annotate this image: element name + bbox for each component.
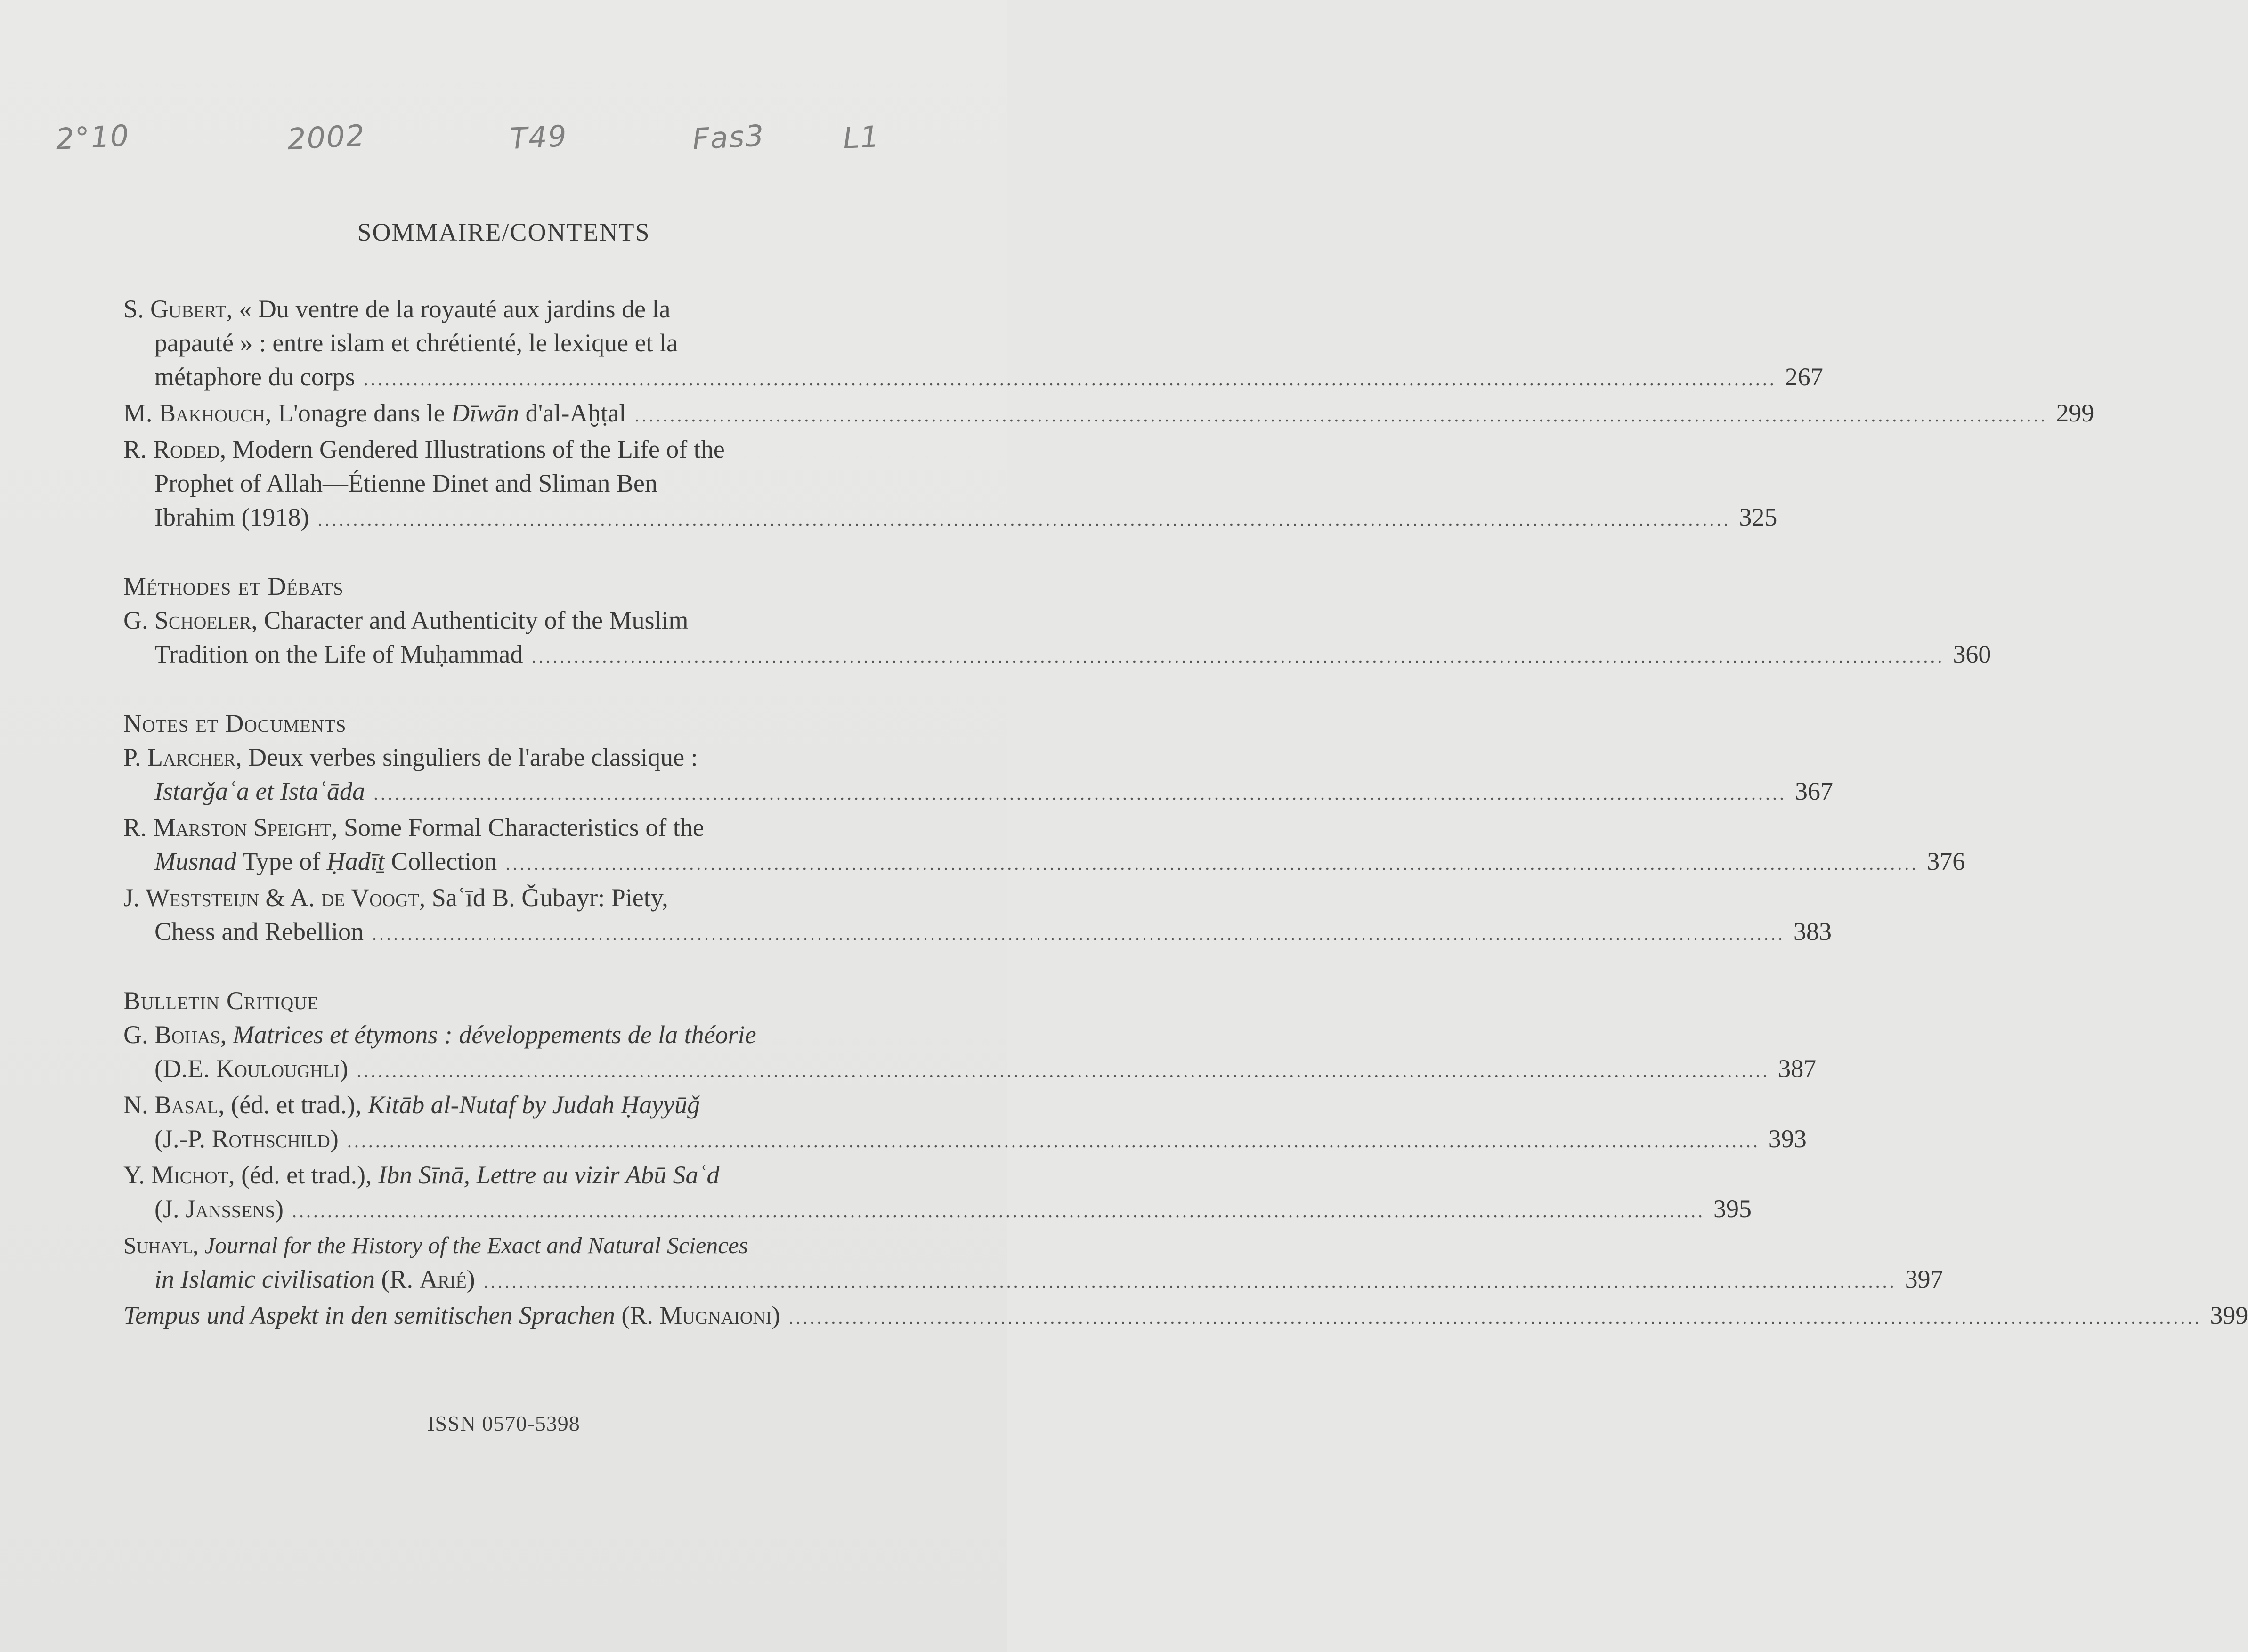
toc-entry-bohas: G. Bohas, Matrices et étymons : développements de la théorie (D.E. Kouloughli) ........................................................................................................................................................................................................ 387 xyxy=(123,1018,943,1088)
reviewer-open: (J. xyxy=(154,1195,179,1223)
reviewer-close: ) xyxy=(330,1125,339,1153)
toc-entry-larcher: P. Larcher, Deux verbes singuliers de l'arabe classique : Istarǧaʿa et Istaʿāda ........................................................................................................................................................................................................ 367 xyxy=(123,740,943,810)
dot-leader: ........................................................................................................................................................................................................ xyxy=(634,405,2048,426)
dot-leader: ........................................................................................................................................................................................................ xyxy=(531,646,1945,667)
entry-title-italic: in Islamic civilisation xyxy=(154,1265,375,1293)
entry-title-italic: Matrices et étymons : développements de la théorie xyxy=(233,1020,756,1049)
toc-entry-roded: R. Roded, Modern Gendered Illustrations of the Life of the Prophet of Allah—Étienne Dinet and Sliman Ben Ibrahim (1918) ........................................................................................................................................................................................................ 325 xyxy=(123,432,943,536)
dot-leader: ........................................................................................................................................................................................................ xyxy=(372,923,1785,944)
entry-author: Suhayl xyxy=(123,1232,193,1258)
entry-title-line: (éd. et trad.), xyxy=(241,1161,372,1189)
dot-leader: ........................................................................................................................................................................................................ xyxy=(347,1130,1760,1151)
entry-title-line: (éd. et trad.), xyxy=(231,1091,362,1119)
entry-author: P. Larcher xyxy=(123,743,236,771)
toc-entry-schoeler: G. Schoeler, Character and Authenticity of the Muslim Tradition on the Life of Muḥammad ........................................................................................................................................................................................................ 360 xyxy=(123,603,943,673)
entry-title-line: Modern Gendered Illustrations of the Life of the xyxy=(232,435,725,463)
entry-title-italic: Kitāb al-Nutaf by Judah Ḥayyūǧ xyxy=(368,1091,700,1119)
entry-title-line: d'al-Aḫṭal xyxy=(525,399,626,427)
reviewer-open: (J.-P. xyxy=(154,1125,206,1153)
reviewer-close: ) xyxy=(771,1301,780,1329)
handwritten-note-2: 2002 xyxy=(286,118,366,157)
handwritten-note-1: 2°10 xyxy=(55,118,131,157)
dot-leader: ........................................................................................................................................................................................................ xyxy=(317,509,1731,530)
section-heading: Notes et Documents xyxy=(123,709,347,737)
page-title: SOMMAIRE/CONTENTS xyxy=(357,218,650,246)
section-heading: Bulletin Critique xyxy=(123,987,319,1015)
entry-author: Y. Michot xyxy=(123,1161,229,1189)
entry-title-line: Chess and Rebellion xyxy=(154,917,364,946)
entry-title-line: Collection xyxy=(391,847,497,875)
entry-title-line: métaphore du corps xyxy=(154,363,355,391)
entry-title-italic: Ḥadīṯ xyxy=(326,847,385,875)
page-number: 325 xyxy=(1739,503,1777,531)
issn: ISSN 0570-5398 xyxy=(427,1411,580,1435)
reviewer-name: Janssens xyxy=(186,1195,275,1223)
page-number: 267 xyxy=(1785,363,1823,391)
toc-entry-speight: R. Marston Speight, Some Formal Characteristics of the Musnad Type of Ḥadīṯ Collection ........................................................................................................................................................................................................ 376 xyxy=(123,810,943,881)
entry-title-line: « Du ventre de la royauté aux jardins de la xyxy=(239,295,671,323)
reviewer-open: (R. xyxy=(381,1265,413,1293)
page-number: 367 xyxy=(1794,777,1833,805)
entry-title-line: Tradition on the Life of Muḥammad xyxy=(154,640,523,668)
entry-title-italic: Ibn Sīnā, Lettre au vizir Abū Saʿd xyxy=(378,1161,720,1189)
dot-leader: ........................................................................................................................................................................................................ xyxy=(363,368,1777,389)
dot-leader: ........................................................................................................................................................................................................ xyxy=(357,1060,1770,1081)
page-number: 393 xyxy=(1768,1125,1807,1153)
dot-leader: ........................................................................................................................................................................................................ xyxy=(505,853,1919,874)
dot-leader: ........................................................................................................................................................................................................ xyxy=(788,1307,2202,1328)
toc-entry-michot: Y. Michot, (éd. et trad.), Ibn Sīnā, Lettre au vizir Abū Saʿd (J. Janssens) ........................................................................................................................................................................................................ 395 xyxy=(123,1158,943,1228)
entry-title-italic: Musnad xyxy=(154,847,236,875)
entry-author: J. Weststeijn & A. de Voogt xyxy=(123,883,419,912)
toc-entry-weststeijn: J. Weststeijn & A. de Voogt, Saʿīd B. Ǧubayr: Piety, Chess and Rebellion ........................................................................................................................................................................................................ 383 xyxy=(123,881,943,951)
entry-title-line: Ibrahim (1918) xyxy=(154,503,309,531)
reviewer-name: Arié xyxy=(419,1265,467,1293)
entry-title-line: Character and Authenticity of the Muslim xyxy=(264,606,689,634)
entry-title-italic: Istarǧaʿa et Istaʿāda xyxy=(154,777,365,805)
page-number: 397 xyxy=(1905,1265,1943,1293)
reviewer-close: ) xyxy=(275,1195,284,1223)
entry-author: G. Bohas xyxy=(123,1020,220,1049)
toc-entry-gubert: S. Gubert, « Du ventre de la royauté aux jardins de la papauté » : entre islam et chrétienté, le lexique et la métaphore du corps ........................................................................................................................................................................................................ 267 xyxy=(123,292,943,396)
entry-title-line: Prophet of Allah—Étienne Dinet and Sliman Ben xyxy=(154,469,657,497)
entry-author: R. Roded xyxy=(123,435,220,463)
handwritten-note-4: Fas3 xyxy=(691,118,766,156)
entry-author: R. Marston Speight xyxy=(123,813,331,842)
reviewer-open: (D.E. xyxy=(154,1054,210,1083)
page-number: 376 xyxy=(1927,847,1965,875)
reviewer-name: Rothschild xyxy=(211,1125,330,1153)
entry-title-italic: Journal for the History of the Exact and Natural Sciences xyxy=(204,1232,748,1258)
toc-entry-tempus xyxy=(123,1298,2248,1335)
entry-title-line: Saʿīd B. Ǧubayr: Piety, xyxy=(431,883,668,912)
dot-leader: ........................................................................................................................................................................................................ xyxy=(292,1200,1705,1222)
reviewer-name: Kouloughli xyxy=(216,1054,340,1083)
entry-title-line: papauté » : entre islam et chrétienté, le lexique et la xyxy=(154,329,678,357)
toc-entry-suhayl: Suhayl, Journal for the History of the Exact and Natural Sciences in Islamic civilisation (R. Arié) ........................................................................................................................................................................................................ 397 xyxy=(123,1228,943,1298)
entry-title-italic: Dīwān xyxy=(451,399,519,427)
reviewer-open: (R. xyxy=(621,1301,653,1329)
entry-title-line: L'onagre dans le xyxy=(278,399,445,427)
dot-leader: ........................................................................................................................................................................................................ xyxy=(483,1271,1897,1292)
dot-leader: ........................................................................................................................................................................................................ xyxy=(373,783,1786,804)
entry-title-line: Type of xyxy=(242,847,321,875)
page-number: 383 xyxy=(1793,917,1832,946)
entry-author: G. Schoeler xyxy=(123,606,252,634)
reviewer-close: ) xyxy=(340,1054,349,1083)
entry-title-italic: Tempus und Aspekt in den semitischen Sprachen xyxy=(123,1301,615,1329)
entry-author: N. Basal xyxy=(123,1091,219,1119)
page-number: 387 xyxy=(1778,1054,1817,1083)
entry-title-line: Deux verbes singuliers de l'arabe classique : xyxy=(248,743,698,771)
reviewer-name: Mugnaioni xyxy=(659,1301,772,1329)
entry-author: S. Gubert xyxy=(123,295,227,323)
table-of-contents xyxy=(123,292,2248,1335)
page-number: 299 xyxy=(2056,399,2094,427)
page-number: 360 xyxy=(1953,640,1991,668)
handwritten-note-3: T49 xyxy=(509,118,568,156)
entry-title-line: Some Formal Characteristics of the xyxy=(344,813,704,842)
handwritten-note-5: L1 xyxy=(842,119,881,155)
page-number: 399 xyxy=(2210,1301,2248,1329)
entry-author: M. Bakhouch xyxy=(123,399,266,427)
reviewer-close: ) xyxy=(466,1265,475,1293)
toc-entry-basal: N. Basal, (éd. et trad.), Kitāb al-Nutaf by Judah Ḥayyūǧ (J.-P. Rothschild) ........................................................................................................................................................................................................ 393 xyxy=(123,1088,943,1158)
section-heading: Méthodes et Débats xyxy=(123,572,344,600)
toc-entry-bakhouch: M. Bakhouch, L'onagre dans le Dīwān d'al-Aḫṭal ........................................................................................................................................................................................................ 299 xyxy=(123,396,943,432)
page-number: 395 xyxy=(1713,1195,1752,1223)
